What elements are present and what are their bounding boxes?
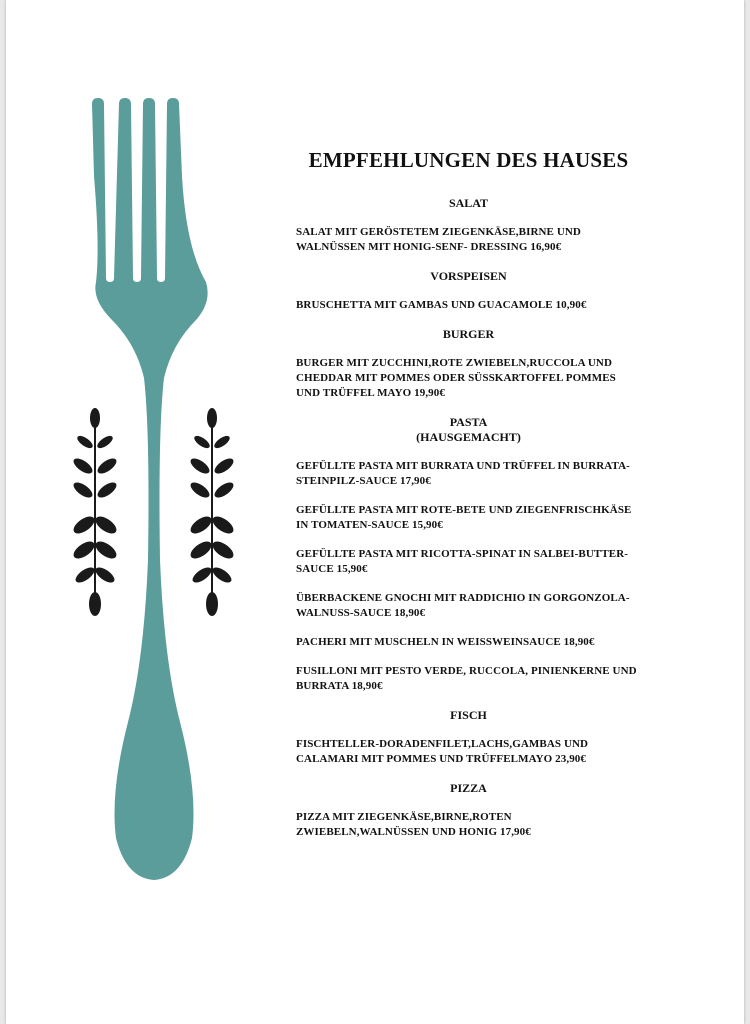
section-heading: VORSPEISEN [430,269,507,283]
section-salat [296,196,641,255]
leaf-sprig-icon [71,408,120,616]
section-pizza [296,781,641,840]
menu-content [296,146,641,854]
menu-item: PACHERI MIT MUSCHELN IN WEISSWEINSAUCE 18,90€ [296,636,595,648]
section-heading: SALAT [448,196,489,210]
section-heading: BURGER [442,327,495,341]
decoration-artwork [6,0,266,1024]
section-subheading: (HAUSGEMACHT) [416,430,521,444]
menu-item: BURGER MIT ZUCCHINI,ROTE ZWIEBELN,RUCCOLA UND CHEDDAR MIT POMMES ODER SÜSSKARTOFFEL POMMES UND TRÜFFEL MAYO 19,90€ [296,357,616,399]
menu-page [6,0,744,1024]
leaf-sprig-icon [188,408,237,616]
page-title: EMPFEHLUNGEN DES HAUSES [308,148,629,172]
section-burger [296,327,641,401]
menu-item: FUSILLONI MIT PESTO VERDE, RUCCOLA, PINIENKERNE UND BURRATA 18,90€ [296,665,637,692]
section-heading: PIZZA [450,781,487,795]
section-heading: PASTA [449,415,488,429]
menu-item: PIZZA MIT ZIEGENKÄSE,BIRNE,ROTEN ZWIEBELN,WALNÜSSEN UND HONIG 17,90€ [296,811,531,838]
section-pasta [296,415,641,694]
menu-item: GEFÜLLTE PASTA MIT BURRATA UND TRÜFFEL IN BURRATA-STEINPILZ-SAUCE 17,90€ [296,460,630,487]
section-heading: FISCH [450,708,487,722]
section-heading-group [296,415,641,445]
menu-item: GEFÜLLTE PASTA MIT ROTE-BETE UND ZIEGENFRISCHKÄSE IN TOMATEN-SAUCE 15,90€ [296,504,632,531]
menu-item: FISCHTELLER-DORADENFILET,LACHS,GAMBAS UND CALAMARI MIT POMMES UND TRÜFFELMAYO 23,90€ [296,738,589,765]
menu-item: GEFÜLLTE PASTA MIT RICOTTA-SPINAT IN SALBEI-BUTTER-SAUCE 15,90€ [296,548,629,575]
section-vorspeisen [296,269,641,313]
menu-item: BRUSCHETTA MIT GAMBAS UND GUACAMOLE 10,90€ [296,299,587,311]
section-fisch [296,708,641,767]
menu-item: ÜBERBACKENE GNOCHI MIT RADDICHIO IN GORGONZOLA-WALNUSS-SAUCE 18,90€ [296,592,630,619]
menu-item: SALAT MIT GERÖSTETEM ZIEGENKÄSE,BIRNE UND WALNÜSSEN MIT HONIG-SENF- DRESSING 16,90€ [296,226,581,253]
